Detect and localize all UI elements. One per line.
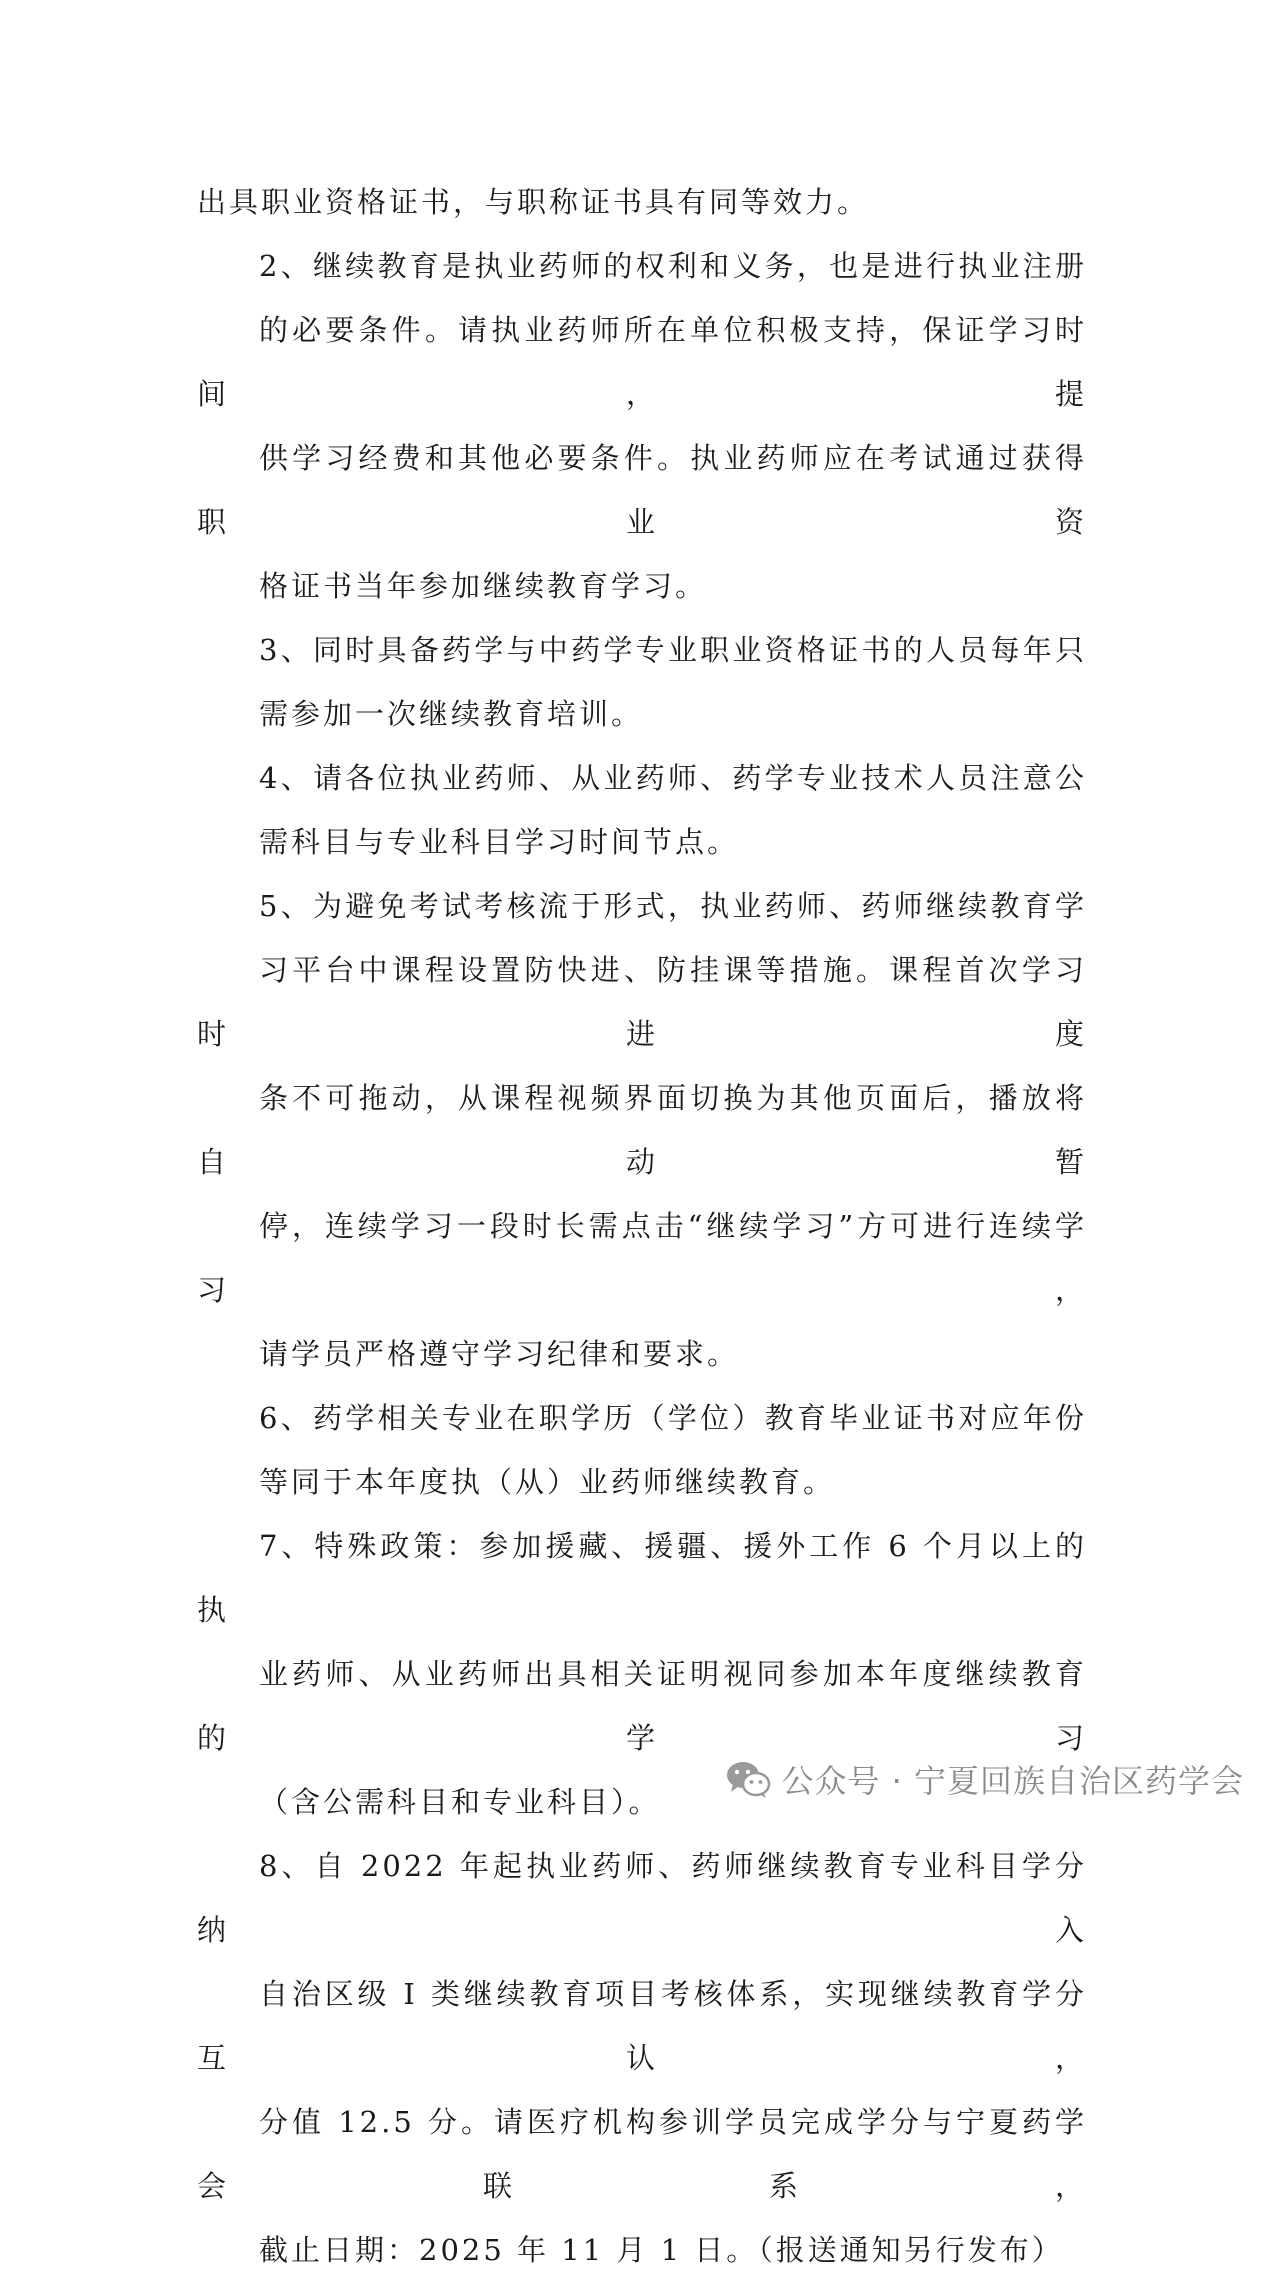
paragraph [197,874,1087,1386]
text-line: 截止日期：2025 年 11 月 1 日。（报送通知另行发布） [259,2233,1064,2267]
text-line: 条不可拖动，从课程视频界面切换为其他页面后，播放将自动暂 [197,1081,1087,1179]
text-line: 7、特殊政策：参加援藏、援疆、援外工作 6 个月以上的执 [197,1529,1087,1627]
text-line: 习平台中课程设置防快进、防挂课等措施。课程首次学习时进度 [197,953,1087,1051]
text-line: 分值 12.5 分。请医疗机构参训学员完成学分与宁夏药学会联系， [197,2105,1087,2203]
text-line: 2、继续教育是执业药师的权利和义务，也是进行执业注册 [259,249,1087,283]
paragraph [197,746,1087,874]
paragraph [197,618,1087,746]
text-line: 供学习经费和其他必要条件。执业药师应在考试通过获得职业资 [197,441,1087,539]
text-line: 6、药学相关专业在职学历（学位）教育毕业证书对应年份 [259,1401,1087,1435]
text-line: （含公需科目和专业科目）。 [259,1785,661,1819]
text-line: 需科目与专业科目学习时间节点。 [259,825,740,859]
text-line: 等同于本年度执（从）业药师继续教育。 [259,1465,836,1499]
text-line: 自治区级 I 类继续教育项目考核体系，实现继续教育学分互认， [197,1977,1087,2075]
paragraph [197,170,1087,234]
document-body [197,170,1087,2282]
text-line: 3、同时具备药学与中药学专业职业资格证书的人员每年只 [259,633,1087,667]
text-line: 请学员严格遵守学习纪律和要求。 [259,1337,740,1371]
watermark [725,1756,1244,1802]
watermark-text: 公众号 · 宁夏回族自治区药学会 [781,1762,1244,1800]
paragraph [197,1386,1087,1514]
text-line: 4、请各位执业药师、从业药师、药学专业技术人员注意公 [259,761,1087,795]
text-line: 格证书当年参加继续教育学习。 [259,569,708,603]
text-line: 停，连续学习一段时长需点击“继续学习”方可进行连续学习， [197,1209,1087,1307]
paragraph [197,1834,1087,2282]
text-line: 出具职业资格证书，与职称证书具有同等效力。 [197,185,870,219]
text-line: 的必要条件。请执业药师所在单位积极支持，保证学习时间，提 [197,313,1087,411]
text-line: 5、为避免考试考核流于形式，执业药师、药师继续教育学 [259,889,1087,923]
paragraph [197,234,1087,618]
text-line: 8、自 2022 年起执业药师、药师继续教育专业科目学分纳入 [197,1849,1087,1947]
wechat-icon [725,1759,771,1799]
text-line: 需参加一次继续教育培训。 [259,697,644,731]
text-line: 业药师、从业药师出具相关证明视同参加本年度继续教育的学习 [197,1657,1087,1755]
